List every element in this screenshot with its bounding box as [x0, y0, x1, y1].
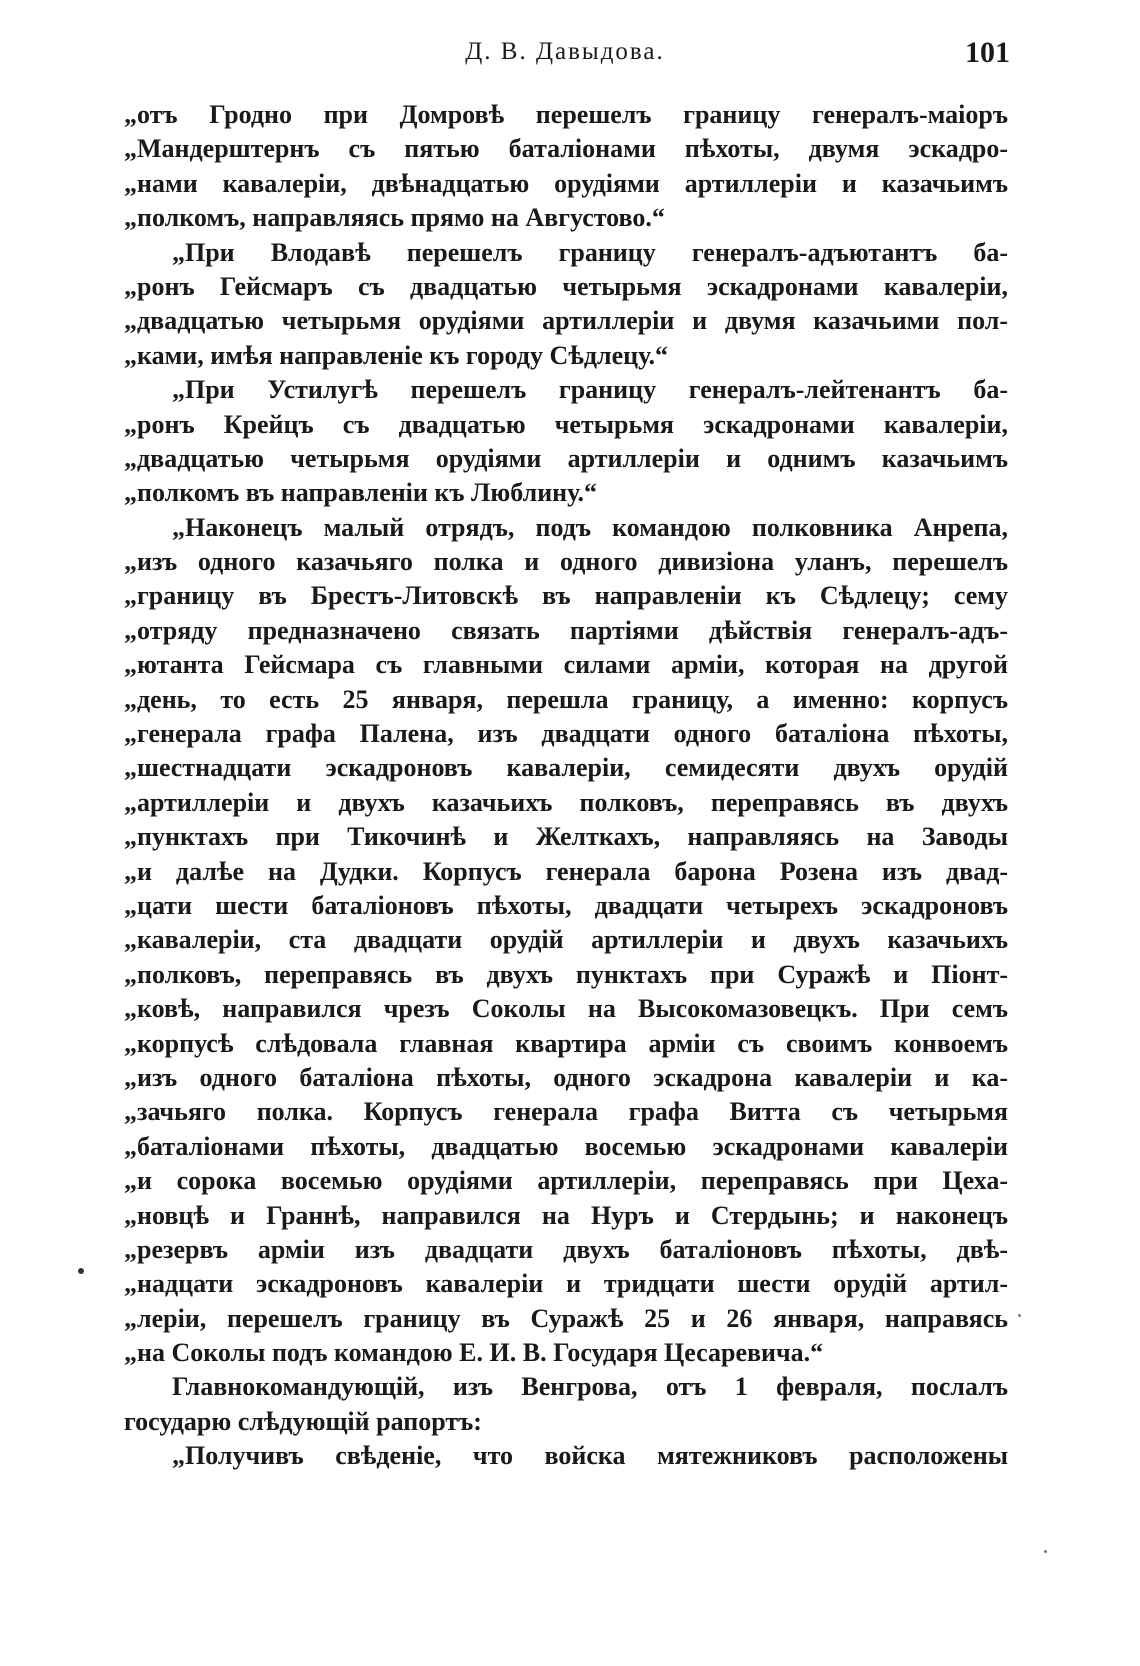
text-line: „При Влодавѣ перешелъ границу генералъ-адъютантъ ба- [172, 237, 1008, 267]
text-line: „полковъ, переправясь въ двухъ пунктахъ при Суражѣ и Піонт- [124, 959, 1008, 989]
text-line: „корпусѣ слѣдовала главная квартира арміи съ своимъ конвоемъ [124, 1028, 1008, 1058]
text-line: „и сорока восемью орудіями артиллеріи, переправясь при Цеха- [124, 1166, 1008, 1196]
text-line: „леріи, перешелъ границу въ Суражѣ 25 и 26 января, направясь [124, 1303, 1008, 1333]
text-line: „генерала графа Палена, изъ двадцати одного баталіона пѣхоты, [124, 719, 1008, 749]
text-line: „нами кавалеріи, двѣнадцатью орудіями артиллеріи и казачьимъ [124, 168, 1008, 198]
ink-speck-mark [1018, 1314, 1021, 1317]
body-text [124, 98, 1008, 1474]
text-line: „ковѣ, направился чрезъ Соколы на Высокомазовецкъ. При семъ [124, 994, 1008, 1024]
text-line: „двадцатью четырьмя орудіями артиллеріи и однимъ казачьимъ [124, 443, 1008, 473]
text-line: „пунктахъ при Тикочинѣ и Желткахъ, направляясь на Заводы [124, 822, 1008, 852]
text-line: „отъ Гродно при Домровѣ перешелъ границу генералъ-маіоръ [124, 100, 1008, 129]
text-line: „Наконецъ малый отрядъ, подъ командою полковника Анрепа, [172, 512, 1008, 542]
ink-speck-mark [1044, 1550, 1047, 1553]
text-line: „изъ одного казачьяго полка и одного дивизіона уланъ, перешелъ [124, 547, 1008, 577]
text-line: „шестнадцати эскадроновъ кавалеріи, семидесяти двухъ орудій [124, 753, 1008, 783]
text-line: „кавалеріи, ста двадцати орудій артиллеріи и двухъ казачьихъ [124, 925, 1008, 955]
text-line: „ютанта Гейсмара съ главными силами арміи, которая на другой [124, 650, 1008, 680]
text-line: государю слѣдующій рапортъ: [124, 1406, 482, 1436]
text-line: „день, то есть 25 января, перешла границу, а именно: корпусъ [124, 684, 1008, 714]
page-number: 101 [965, 36, 1010, 69]
text-line: „новцѣ и Граннѣ, направился на Нуръ и Стердынь; и наконецъ [124, 1200, 1008, 1230]
text-line: „цати шести баталіоновъ пѣхоты, двадцати четырехъ эскадроновъ [124, 890, 1008, 920]
text-line: „резервъ арміи изъ двадцати двухъ баталіоновъ пѣхоты, двѣ- [124, 1234, 1008, 1264]
text-line: „отряду предназначено связать партіями дѣйствія генералъ-адъ- [124, 615, 1008, 645]
text-line: „баталіонами пѣхоты, двадцатью восемью эскадронами кавалеріи [124, 1131, 1008, 1161]
text-line: „ронъ Гейсмаръ съ двадцатью четырьмя эскадронами кавалеріи, [124, 271, 1008, 301]
text-line: „артиллеріи и двухъ казачьихъ полковъ, переправясь въ двухъ [124, 787, 1008, 817]
text-line: „Получивъ свѣденіе, что войска мятежниковъ расположены [172, 1441, 1008, 1471]
text-line: „двадцатью четырьмя орудіями артиллеріи и двумя казачьими пол- [124, 306, 1008, 336]
text-line: „Мандерштернъ съ пятью баталіонами пѣхоты, двумя эскадро- [124, 134, 1008, 164]
text-line: „ронъ Крейцъ съ двадцатью четырьмя эскадронами кавалеріи, [124, 409, 1008, 439]
text-line: „При Устилугѣ перешелъ границу генералъ-лейтенантъ ба- [172, 375, 1008, 405]
ink-dot-mark [78, 1268, 84, 1274]
text-line: „на Соколы подъ командою Е. И. В. Государя Цесаревича.“ [124, 1338, 824, 1368]
running-head [120, 38, 1010, 78]
running-title: Д. В. Давыдова. [465, 38, 665, 65]
text-line: Главнокомандующій, изъ Венгрова, отъ 1 февраля, послалъ [172, 1372, 1008, 1402]
text-line: „ками, имѣя направленіе къ городу Сѣдлецу.“ [124, 340, 668, 370]
text-line: „полкомъ, направляясь прямо на Августово.“ [124, 203, 665, 233]
text-line: „границу въ Брестъ-Литовскѣ въ направленіи къ Сѣдлецу; сему [124, 581, 1008, 611]
text-line: „надцати эскадроновъ кавалеріи и тридцати шести орудій артил- [124, 1269, 1008, 1299]
text-line: „зачьяго полка. Корпусъ генерала графа Витта съ четырьмя [124, 1097, 1008, 1127]
text-line: „полкомъ въ направленіи къ Люблину.“ [124, 478, 598, 508]
text-line: „и далѣе на Дудки. Корпусъ генерала барона Розена изъ двад- [124, 856, 1008, 886]
text-line: „изъ одного баталіона пѣхоты, одного эскадрона кавалеріи и ка- [124, 1062, 1008, 1092]
